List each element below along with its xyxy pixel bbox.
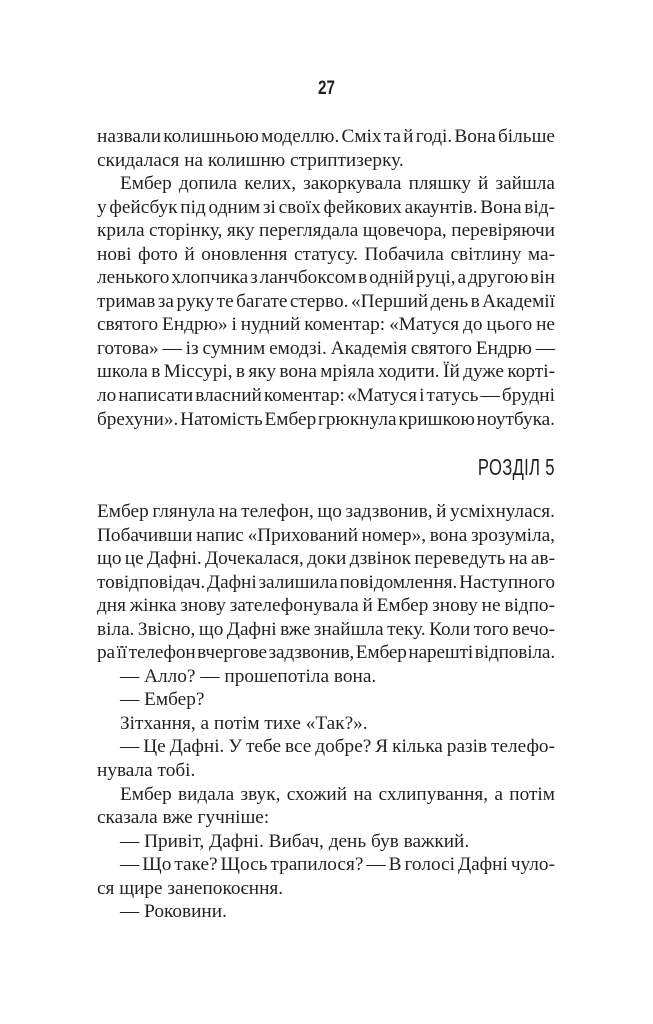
text-line-content: назвали колишньою моделлю. Сміх та й годі. Вона більше (97, 126, 555, 147)
text-line (97, 243, 555, 267)
section-1-text (97, 125, 555, 431)
text-line (97, 500, 555, 524)
text-line (97, 149, 555, 173)
text-line-content: Побачивши напис «Прихований номер», вона зрозуміла, (97, 524, 555, 546)
text-line-content: Ембер видала звук, схожий на схлипування, а потім (120, 783, 555, 805)
text-line-content: — Алло? — прошепотіла вона. (120, 665, 377, 687)
text-line-content: віла. Звісно, що Дафні вже знайшла теку. Коли того вечо- (97, 618, 555, 640)
text-line (97, 712, 555, 736)
paragraph (97, 688, 555, 712)
paragraph (97, 172, 555, 431)
chapter-heading: РОЗДІЛ 5 (478, 454, 555, 480)
text-line (97, 735, 555, 759)
paragraph (97, 125, 555, 172)
text-line-content: у фейсбук під одним зі своїх фейкових акаунтів. Вона від- (97, 196, 555, 218)
text-line-content: Ембер глянула на телефон, що задзвонив, й усміхнулася. (97, 501, 555, 522)
text-line (97, 830, 555, 854)
text-line (97, 337, 555, 361)
text-line (97, 219, 555, 243)
paragraph (97, 665, 555, 689)
text-line (97, 877, 555, 901)
text-line (97, 759, 555, 783)
text-line-content: що це Дафні. Дочекалася, доки дзвінок переведуть на ав- (97, 548, 555, 570)
text-line-content: товідповідач. Дафні залишила повідомлення. Наступного (97, 571, 555, 593)
text-line (97, 853, 555, 877)
paragraph (97, 735, 555, 782)
text-line-content: нувала тобі. (97, 760, 196, 782)
text-line-content: Ембер допила келих, закоркувала пляшку й зайшла (120, 173, 555, 195)
section-2-text (97, 500, 555, 924)
text-line (97, 594, 555, 618)
text-line (97, 571, 555, 595)
paragraph (97, 500, 555, 665)
text-line-content: брехуни». Натомість Ембер грюкнула кришкою ноутбука. (97, 408, 555, 430)
text-line-content: готова» — із сумним емодзі. Академія святого Ендрю — (97, 337, 555, 359)
text-line-content: дня жінка знову зателефонувала й Ембер знову не відпо- (97, 595, 555, 617)
text-line-content: нові фото й оновлення статусу. Побачила світлину ма- (97, 243, 555, 265)
paragraph (97, 900, 555, 924)
paragraph (97, 712, 555, 736)
text-line-content: ленького хлопчика з ланчбоксом в одній руці, а другою він (97, 267, 555, 289)
text-line (97, 641, 555, 665)
text-line (97, 806, 555, 830)
text-line-content: сказала вже гучніше: (97, 807, 270, 829)
text-line (97, 688, 555, 712)
text-line (97, 196, 555, 220)
text-line (97, 384, 555, 408)
paragraph (97, 830, 555, 854)
text-line-content: ло написати власний коментар: «Матуся і татусь — брудні (97, 385, 555, 407)
paragraph (97, 783, 555, 830)
text-line (97, 360, 555, 384)
text-line-content: ся щире занепокоєння. (97, 877, 284, 899)
text-line-content: крила сторінку, яку переглядала щовечора, перевіряючи (97, 220, 555, 242)
text-line (97, 524, 555, 548)
text-line-content: Зітхання, а потім тихе «Так?». (120, 712, 368, 734)
text-line (97, 618, 555, 642)
text-line (97, 547, 555, 571)
text-line (97, 266, 555, 290)
paragraph (97, 853, 555, 900)
text-line-content: — Привіт, Дафні. Вибач, день був важкий. (120, 830, 470, 852)
text-line-content: школа в Міссурі, в яку вона мріяла ходити. Їй дуже корті- (97, 361, 555, 383)
text-line (97, 665, 555, 689)
text-line (97, 290, 555, 314)
text-line-content: святого Ендрю» і нудний коментар: «Матуся до цього не (97, 314, 555, 336)
text-line (97, 125, 555, 149)
text-line (97, 900, 555, 924)
text-line-content: — Ембер? (120, 689, 205, 711)
text-line-content: тримав за руку те багате стерво. «Перший день в Академії (97, 290, 555, 312)
text-line-content: скидалася на колишню стриптизерку. (97, 149, 404, 171)
text-line-content: ра її телефон вчергове задзвонив, Ембер нарешті відповіла. (97, 642, 555, 664)
text-line (97, 313, 555, 337)
text-line (97, 783, 555, 807)
page-number: 27 (318, 78, 335, 99)
text-line (97, 408, 555, 432)
text-line-content: — Це Дафні. У тебе все добре? Я кілька разів телефо- (120, 736, 555, 758)
text-line-content: — Роковини. (120, 901, 227, 923)
text-line-content: — Що таке? Щось трапилося? — В голосі Дафні чуло- (120, 854, 555, 876)
text-line (97, 172, 555, 196)
